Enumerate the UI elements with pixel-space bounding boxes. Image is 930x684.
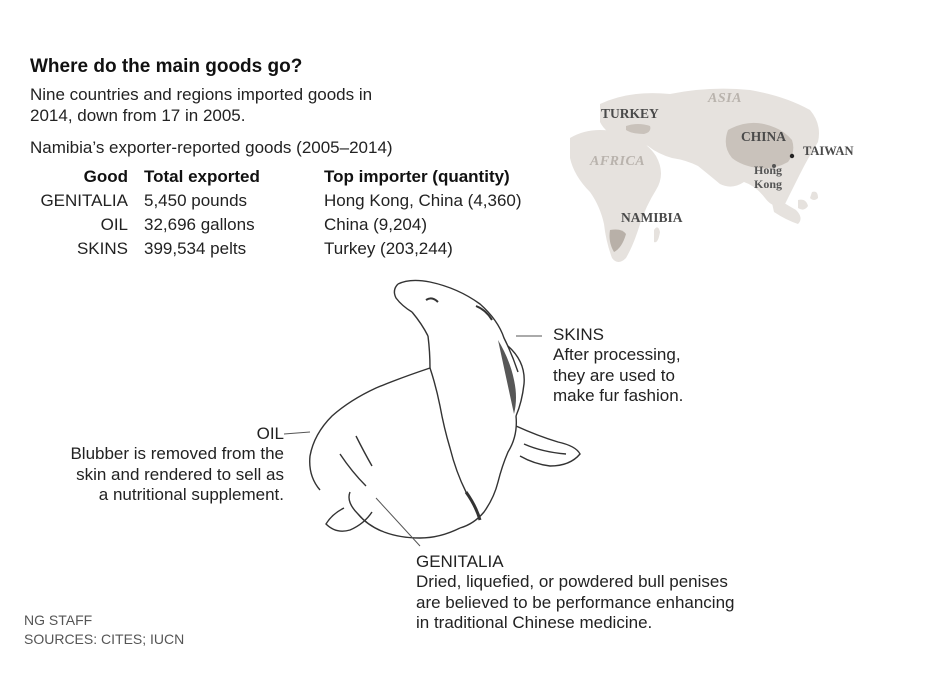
map-label-asia: ASIA: [708, 91, 742, 106]
cell-importer: China (9,204): [324, 215, 428, 234]
callout-genitalia-line: are believed to be performance enhancing: [416, 592, 735, 612]
cell-importer: Turkey (203,244): [324, 239, 453, 258]
map-label-taiwan: TAIWAN: [803, 144, 854, 158]
credit-staff: NG STAFF: [24, 612, 93, 628]
cell-good: OIL: [100, 215, 128, 234]
chart-title: Where do the main goods go?: [30, 56, 303, 77]
credits: [24, 611, 184, 649]
callout-skins-line: make fur fashion.: [553, 386, 684, 405]
cell-good: GENITALIA: [40, 191, 128, 210]
madagascar: [654, 227, 660, 242]
seal-drawing: [280, 276, 590, 556]
cell-total: 399,534 pelts: [144, 239, 247, 258]
cell-total: 5,450 pounds: [144, 191, 248, 210]
taiwan-marker: [790, 154, 794, 158]
cell-good: SKINS: [76, 239, 128, 258]
table-row: [22, 215, 522, 239]
header-importer: Top importer (quantity): [324, 167, 510, 186]
header-total: Total exported: [144, 167, 260, 186]
callout-oil-heading: OIL: [256, 424, 284, 443]
cell-total: 32,696 gallons: [144, 215, 255, 234]
map-label-turkey: TURKEY: [601, 106, 659, 121]
credit-sources: SOURCES: CITES; IUCN: [24, 631, 185, 647]
callout-skins-line: they are used to: [553, 365, 675, 385]
map-label-hong-kong: [754, 163, 782, 191]
hong-kong-line-2: Kong: [754, 177, 783, 191]
callout-oil-line: Blubber is removed from the: [70, 444, 284, 463]
hong-kong-line-1: Hong: [754, 163, 783, 177]
seal-illustration: [280, 276, 590, 556]
map-label-africa: AFRICA: [590, 154, 646, 169]
callout-oil-line: skin and rendered to sell as: [76, 464, 284, 484]
locator-map: [560, 82, 870, 272]
cell-importer: Hong Kong, China (4,360): [324, 191, 522, 210]
table-header-row: [22, 167, 522, 191]
callout-oil-line: a nutritional supplement.: [98, 485, 284, 504]
map-label-china: CHINA: [741, 129, 787, 144]
intro-text: Nine countries and regions imported goods in 2014, down from 17 in 2005.: [30, 85, 373, 125]
map-label-namibia: NAMIBIA: [621, 210, 683, 225]
callout-genitalia-line: in traditional Chinese medicine.: [416, 613, 653, 632]
callout-oil: [24, 424, 284, 506]
header-good: Good: [83, 167, 128, 186]
callout-genitalia-heading: GENITALIA: [416, 552, 504, 571]
islands: [798, 192, 818, 210]
table-row: [22, 239, 522, 263]
callout-skins-heading: SKINS: [553, 325, 605, 344]
table-row: [22, 191, 522, 215]
callout-skins: [553, 325, 683, 407]
callout-genitalia-line: Dried, liquefied, or powdered bull penises: [416, 572, 728, 591]
callout-genitalia: [416, 552, 735, 634]
goods-table: [22, 167, 522, 263]
callout-skins-line: After processing,: [553, 345, 681, 364]
table-subtitle: Namibia’s exporter-reported goods (2005–2014): [30, 138, 393, 157]
